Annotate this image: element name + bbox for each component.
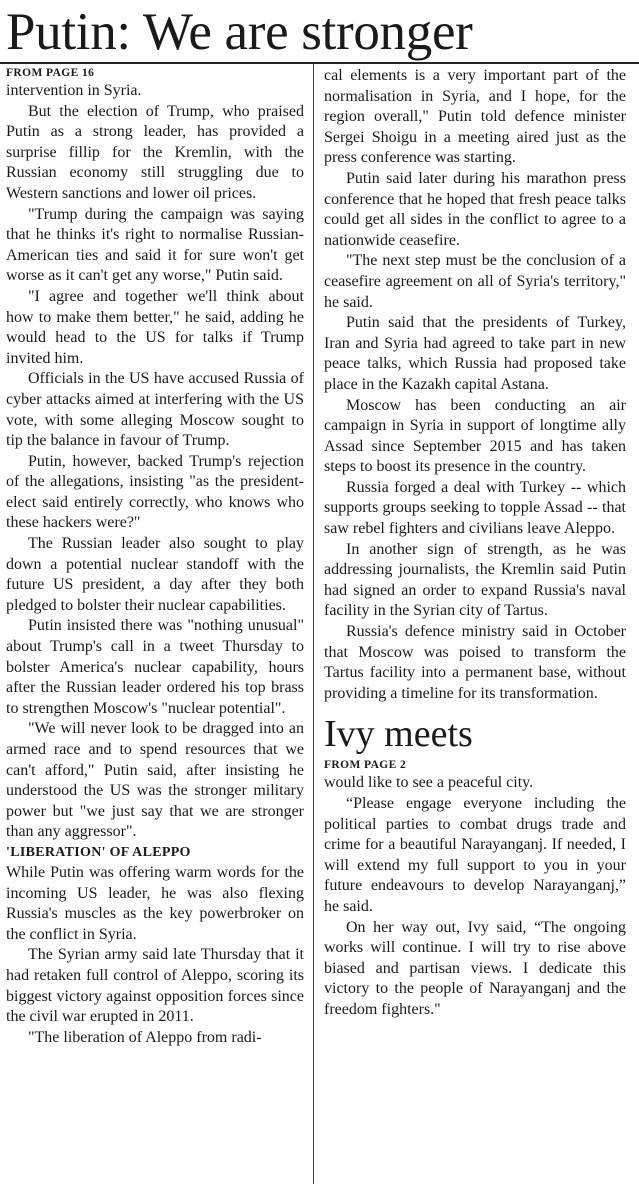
body-paragraph: would like to see a peaceful city. [324,774,534,792]
body-paragraph: "The liberation of Aleppo from radi- [28,1028,262,1046]
body-paragraph: Putin, however, backed Trump's rejection of the allegations, insisting "as the president-elect said entirely correctly, who knows who these hackers were?" [6,452,304,532]
body-paragraph: Putin said that the presidents of Turkey, Iran and Syria had agreed to take part in new peace talks, which Russia had proposed take place in the Kazakh capital Astana. [324,314,626,393]
body-paragraph: "I agree and together we'll think about how to make them better," he said, adding he would head to the US for talks if Trump invited him. [6,287,304,367]
left-column [6,66,304,1048]
right-column [324,66,626,1021]
body-paragraph: The Russian leader also sought to play down a potential nuclear standoff with the future US president, a day after they both pledged to bolster their nuclear capabilities. [6,535,304,614]
section-subhead: 'LIBERATION' OF ALEPPO [6,844,191,860]
body-paragraph: Russia forged a deal with Turkey -- which supports groups seeking to topple Assad -- that saw rebel fighters and civilians leave Aleppo. [324,478,626,538]
headline: Putin: We are stronger [6,3,473,61]
body-paragraph: "The next step must be the conclusion of a ceasefire agreement on all of Syria's territory," he said. [324,252,626,311]
body-paragraph: Putin insisted there was "nothing unusual" about Trump's call in a tweet Thursday to bolster America's nuclear capability, hours after the Russian leader ordered his top brass to strengthen Moscow's "nuclear potential". [6,617,304,717]
body-paragraph: On her way out, Ivy said, “The ongoing works will continue. I will try to rise above biased and partisan views. I dedicate this victory to the people of Narayanganj and the freedom fighters." [324,918,626,1018]
body-paragraph: In another sign of strength, as he was addressing journalists, the Kremlin said Putin had signed an order to expand Russia's naval facility in the Syrian city of Tartus. [324,540,626,620]
headline-rule [0,62,639,64]
column-divider [313,64,314,1184]
body-paragraph: Officials in the US have accused Russia of cyber attacks aimed at interfering with the US vote, with some alleging Moscow sought to tip the balance in favour of Trump. [6,370,304,450]
continuation-kicker: FROM PAGE 16 [6,67,95,79]
body-paragraph: intervention in Syria. [6,82,142,99]
second-continuation-kicker: FROM PAGE 2 [324,759,407,772]
body-paragraph: Moscow has been conducting an air campaign in Syria in support of longtime ally Assad since September 2015 and has taken steps to boost its presence in the country. [324,396,626,476]
body-paragraph: "Trump during the campaign was saying that he thinks it's right to normalise Russian-American ties and said it for sure won't get worse as it can't get any worse," Putin said. [6,205,304,285]
body-paragraph: The Syrian army said late Thursday that it had retaken full control of Aleppo, scoring its biggest victory against opposition forces since the civil war erupted in 2011. [6,946,304,1026]
second-headline: Ivy meets [324,713,473,756]
body-paragraph: While Putin was offering warm words for the incoming US leader, he was also flexing Russia's muscles as the key powerbroker on the conflict in Syria. [6,863,304,943]
body-paragraph: Putin said later during his marathon press conference that he hoped that fresh peace talks could get all sides in the conflict to agree to a nationwide ceasefire. [324,169,626,249]
body-paragraph: But the election of Trump, who praised Putin as a strong leader, has provided a surprise fillip for the Kremlin, with the Russian economy still struggling due to Western sanctions and lower oil prices. [6,102,304,202]
body-paragraph: “Please engage everyone including the political parties to combat drugs trade and crime for a beautiful Narayanganj. If needed, I will extend my full support to you in your future endeavours to develop Narayanganj,” he said. [324,795,626,915]
body-paragraph: cal elements is a very important part of the normalisation in Syria, and I hope, for the region overall," Putin told defence minister Sergei Shoigu in a meeting aired just as the press conference was starting. [324,67,626,167]
body-paragraph: Russia's defence ministry said in October that Moscow was poised to transform the Tartus facility into a permanent base, without providing a timeline for its transformation. [324,623,626,702]
body-paragraph: "We will never look to be dragged into an armed race and to spend resources that we can't afford," Putin said, after insisting he understood the US was the stronger military power but "we just say that we are stronger than any aggressor". [6,720,304,841]
